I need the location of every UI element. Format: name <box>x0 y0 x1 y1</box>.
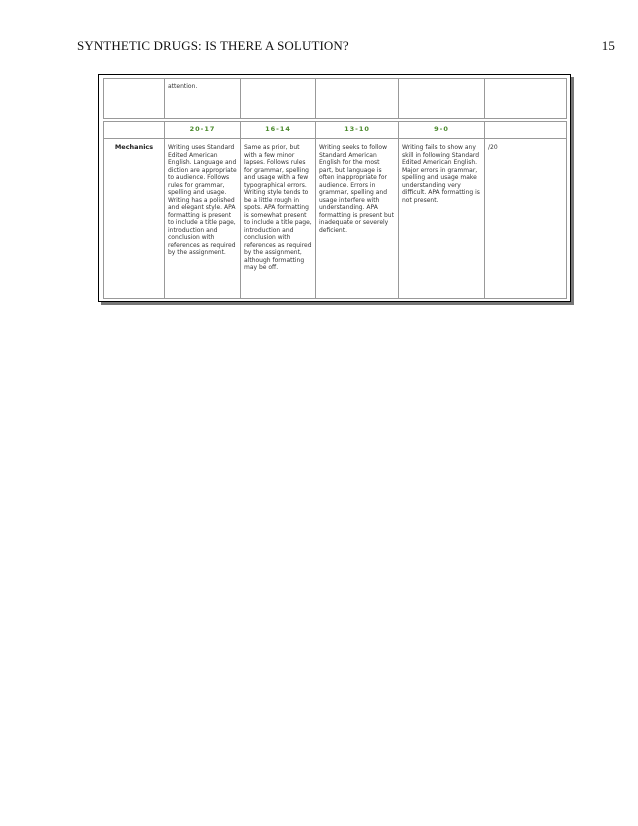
descriptor-9-0: Writing fails to show any skill in following Standard Edited American English. Major errors in grammar, spelling and usage make understanding very difficult. APA formatting is not present. <box>399 139 485 299</box>
descriptor-13-10: Writing seeks to follow Standard American English for the most part, but language is often inappropriate for audience. Errors in grammar, spelling and usage interfere with understanding. APA formatting is present but inadequate or severely deficient. <box>316 139 399 299</box>
running-head <box>77 38 615 54</box>
continued-descriptor-cell: attention. <box>165 79 241 119</box>
score-total: /20 <box>485 139 567 299</box>
running-head-title: SYNTHETIC DRUGS: IS THERE A SOLUTION? <box>77 38 349 53</box>
score-header-empty <box>485 122 567 139</box>
empty-cell <box>485 79 567 119</box>
table-row-mechanics <box>104 139 567 299</box>
table-row-score-headers <box>104 122 567 139</box>
criterion-label: Mechanics <box>104 139 165 299</box>
descriptor-16-14: Same as prior, but with a few minor lapses. Follows rules for grammar, spelling and usage with a few typographical errors. Writing style tends to be a little rough in spots. APA formatting is somewhat present to include a title page, introduction and conclusion with references as required by the assignment, although formatting may be off. <box>241 139 316 299</box>
score-header-9-0: 9-0 <box>399 122 485 139</box>
table-row-continued <box>104 79 567 119</box>
score-header-13-10: 13-10 <box>316 122 399 139</box>
score-header-20-17: 20-17 <box>165 122 241 139</box>
empty-cell <box>241 79 316 119</box>
descriptor-20-17: Writing uses Standard Edited American English. Language and diction are appropriate to audience. Follows rules for grammar, spelling and usage. Writing has a polished and elegant style. APA formatting is present to include a title page, introduction and conclusion with references as required by the assignment. <box>165 139 241 299</box>
score-header-16-14: 16-14 <box>241 122 316 139</box>
criterion-cell-empty <box>104 79 165 119</box>
page-number: 15 <box>601 38 615 53</box>
grading-rubric-table <box>103 78 567 299</box>
empty-cell <box>316 79 399 119</box>
header-cell-empty <box>104 122 165 139</box>
empty-cell <box>399 79 485 119</box>
